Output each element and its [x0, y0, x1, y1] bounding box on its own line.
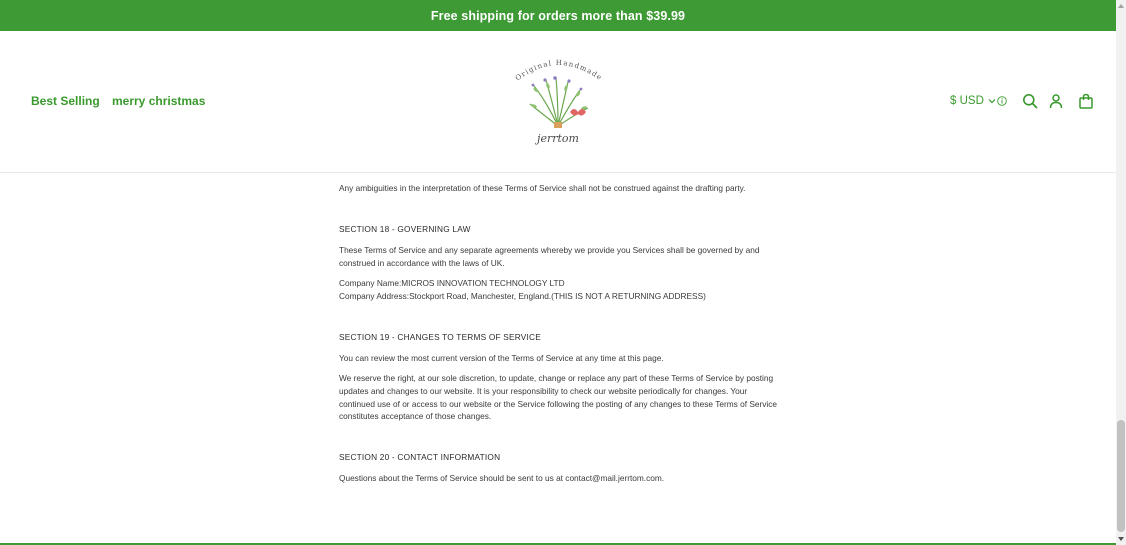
nav-link-best-selling[interactable]: Best Selling — [31, 94, 100, 108]
currency-label: $ USD — [950, 95, 984, 107]
section-18-body: These Terms of Service and any separate agreements whereby we provide you Services shall be governed by and construed in accordance with the laws of UK. — [339, 245, 760, 268]
section-20-body: Questions about the Terms of Service should be sent to us at contact@mail.jerrtom.com. — [339, 473, 665, 483]
scrollbar-thumb[interactable] — [1117, 420, 1125, 532]
cart-icon[interactable] — [1078, 93, 1094, 109]
chevron-down-icon — [988, 97, 996, 105]
brand-logo[interactable] — [506, 56, 610, 152]
section-18-title: SECTION 18 - GOVERNING LAW — [339, 224, 471, 234]
brand-logo-graphic — [506, 56, 610, 152]
search-icon[interactable] — [1022, 93, 1038, 109]
scroll-up-arrow-icon[interactable] — [1117, 2, 1125, 10]
section-19-body-2: We reserve the right, at our sole discretion, to update, change or replace any part of these Terms of Service by posting updates and changes to our website. It is your responsibility to check our website periodically for changes. Your continued use of or access to our website or the Service following the posting of any changes to these Terms of Service constitutes acceptance of those changes. — [339, 373, 777, 422]
site-header — [0, 31, 1116, 173]
logo-arc-text: Original Handmade — [514, 58, 604, 83]
announcement-bar — [0, 0, 1116, 31]
logo-brand-text: jerrtom — [537, 132, 579, 145]
paragraph-ambiguities: Any ambiguities in the interpretation of these Terms of Service shall not be construed against the drafting party. — [339, 183, 746, 193]
company-name: Company Name:MICROS INNOVATION TECHNOLOGY LTD — [339, 278, 565, 288]
svg-text:Original Handmade — [514, 59, 604, 82]
scroll-down-arrow-icon[interactable] — [1117, 535, 1125, 543]
page-scrollbar[interactable] — [1116, 0, 1126, 545]
nav-link-merry-christmas[interactable]: merry christmas — [112, 94, 206, 108]
section-19-title: SECTION 19 - CHANGES TO TERMS OF SERVICE — [339, 332, 541, 342]
section-19-body-1: You can review the most current version of the Terms of Service at any time at this page. — [339, 353, 664, 363]
info-icon[interactable] — [997, 96, 1007, 106]
section-20-title: SECTION 20 - CONTACT INFORMATION — [339, 452, 501, 462]
company-address: Company Address:Stockport Road, Manchester, England.(THIS IS NOT A RETURNING ADDRESS) — [339, 291, 706, 301]
account-icon[interactable] — [1048, 93, 1064, 109]
announcement-text: Free shipping for orders more than $39.99 — [430, 8, 686, 23]
currency-selector[interactable] — [950, 95, 996, 107]
